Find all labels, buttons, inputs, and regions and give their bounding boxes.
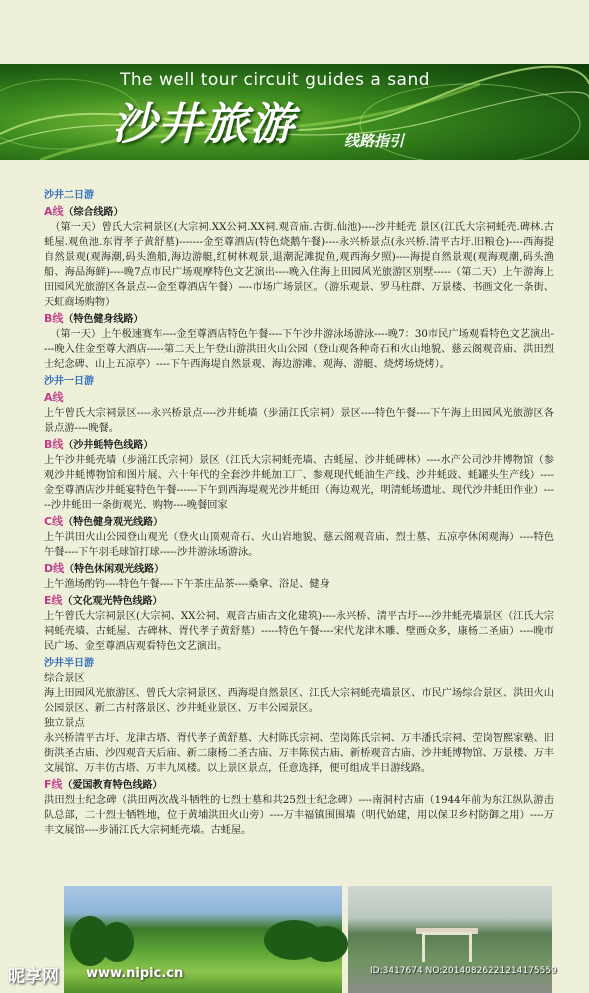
route-description: 上午曾氏大宗祠景区(大宗祠、XX公祠、观音古庙古文化建筑)----永兴桥、清平古圩----沙井蚝壳墙景区（江氏大宗祠蚝壳墙、古蚝屋、古碑林、胥代孝子黄舒墓）-----特色午餐----宋代龙津木雕、壁画众多，康杨二圣庙）----晚市民广场、金至尊酒店观看特色文艺演出。 — [44, 611, 554, 652]
route-name: （文化观光特色线路） — [62, 596, 163, 607]
subheading-combined-areas: 综合景区 — [44, 673, 85, 684]
route-description: （第一天）上午极速赛车----金至尊酒店特色午餐----下午沙井游泳场游泳----晚7：30市民广场观看特色文艺演出----晚入住金至尊大酒店-----第二天上午登山游洪田火山公园（登山观各种奇石和火山地貌、慈云阁观音庙、洪田烈士纪念碑、山上五凉亭）----下午西海堤自然景观、海边游滩、观海、游艇、烧烤场烧烤）。 — [44, 329, 554, 370]
route-letter: D线 — [44, 562, 65, 575]
route-description: 上午曾氏大宗祠景区----永兴桥景点----沙井蚝墙（步涌江氏宗祠）景区----特色午餐----下午海上田园风光旅游区各景点游----晚餐。 — [44, 408, 554, 434]
header-banner — [0, 64, 589, 160]
route-letter: B线 — [44, 438, 64, 451]
banner-tagline: The well tour circuit guides a sand — [120, 70, 431, 90]
route-letter: A线 — [44, 205, 64, 218]
route-letter: F线 — [44, 778, 63, 791]
route-heading — [44, 561, 554, 577]
route-heading — [44, 437, 554, 453]
route-letter: B线 — [44, 312, 64, 325]
route-description: 上午洪田火山公园登山观光（登火山顶观奇石、火山岩地貌、慈云阁观音庙、烈士墓、五凉亭休闲观海）----特色午餐----下午羽毛球馆打球-----沙井游泳场游泳。 — [44, 532, 554, 558]
route-letter: A线 — [44, 391, 64, 404]
route-name: （综合线路） — [63, 207, 124, 218]
route-heading — [44, 204, 554, 220]
section-heading-two-day: 沙井二日游 — [44, 190, 94, 201]
route-name: （爱国教育特色线路） — [62, 780, 163, 791]
route-description: （第一天）曾氏大宗祠景区(大宗祠.XX公祠.XX祠.观音庙.古街.仙池)----沙井蚝壳 景区(江氏大宗祠蚝壳.碑林.古蚝屋.观鱼池.东胥孝子黄舒墓)-------金至尊酒店(特色烧鹅午餐)----永兴桥景点(永兴桥.清平古圩.旧粮仓)----西海提自然景观(观海潮,码头渔船,海边游艇,红树林观景,退潮泥滩捉鱼,观西海夕照)----海提自然景观(观海观潮,码头渔船、海品海鲜)----晚7点市民广场观摩特色文艺演出----晚入住海上田园风光旅游区别墅-----（第二天）上午游海上田园风光旅游区各景点---金至尊酒店午餐）----市场广场景区。（游乐观景、罗马柱群、万景楼、书画文化一条街、天虹商场购物） — [44, 222, 554, 308]
banner-subtitle: 线路指引 — [344, 132, 405, 150]
standalone-sights-list: 永兴桥清平古圩、龙津古塔、胥代孝子黄舒墓、大村陈氏宗祠、茔岗陈氏宗祠、万丰潘氏宗祠、茔岗智熙家塾、旧街洪圣古庙、沙四观音天后庙、新二康杨二圣古庙、万丰陈侯古庙、新桥观音古庙、沙井蚝博物馆、万景楼、万丰文展馆、万丰仿古塔、万丰九凤楼。以上景区景点，任意选择，便可组成半日游线路。 — [44, 733, 554, 774]
itinerary-content — [44, 186, 554, 838]
route-heading — [44, 390, 554, 406]
route-name: （特色休闲观光线路） — [64, 564, 165, 575]
route-heading — [44, 777, 554, 793]
section-heading-half-day: 沙井半日游 — [44, 658, 94, 669]
route-heading — [44, 514, 554, 530]
watermark-url: www.nipic.cn — [86, 966, 184, 981]
route-description: 上午沙井蚝壳墙（步涌江氏宗祠）景区（江氏大宗祠蚝壳墙、古蚝屋、沙井蚝碑林）----水产公司沙井博物馆（参观沙井蚝博物馆和图片展、六十年代的全套沙井蚝加工厂、参观现代蚝油生产线、沙井蚝豉、蚝罐头生产线）----金至尊酒店沙井蚝宴特色午餐------下午到西海堤观光沙井蚝田（海边观光，明清蚝场遗址、现代沙井蚝田作业）-----沙井蚝田一条街观光、购物----晚餐回家 — [44, 455, 554, 511]
watermark-logo: 昵享网 — [8, 967, 59, 987]
route-heading — [44, 311, 554, 327]
image-id-label: ID:3417674 NO:20140826221214175559 — [370, 966, 557, 976]
route-name: （特色健身线路） — [63, 314, 144, 325]
combined-areas-list: 海上田园风光旅游区、曾氏大宗祠景区、西海堤自然景区、江氏大宗祠蚝壳墙景区、市民广场综合景区、洪田火山公园景区、新二古村落景区、沙井蚝业景区、万丰公园景区。 — [44, 688, 554, 714]
subheading-standalone-sights: 独立景点 — [44, 718, 85, 729]
route-name: （特色健身观光线路） — [63, 517, 164, 528]
route-description: 洪田烈士纪念碑（洪田两次战斗牺牲的七烈士墓和共25烈士纪念碑）----南洞村古庙（1944年前为东江纵队游击队总部，二十烈士牺牲地，位于黄埔洪田火山旁）----万丰福镇围围墙（明代始建，用以保卫乡村防御之用）----万丰文展馆----步涌江氏大宗祠蚝壳墙。古蚝屋。 — [44, 795, 554, 836]
route-letter: E线 — [44, 594, 63, 607]
section-heading-one-day: 沙井一日游 — [44, 376, 94, 387]
route-heading — [44, 593, 554, 609]
banner-title: 沙井旅游 — [112, 99, 296, 150]
route-name: （沙井蚝特色线路） — [63, 440, 154, 451]
route-letter: C线 — [44, 515, 64, 528]
gate-archway — [422, 932, 472, 962]
memorial-gate-photo — [348, 886, 552, 993]
route-description: 上午渔场酌钓----特色午餐----下午茶庄品茶----桑拿、浴足、健身 — [44, 579, 330, 590]
